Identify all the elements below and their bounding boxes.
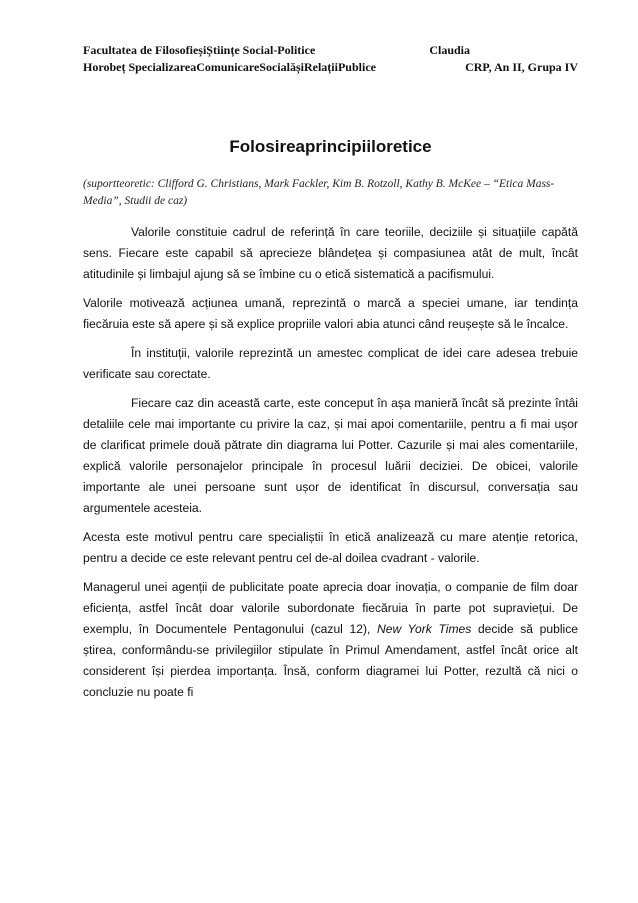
header-group: CRP, An II, Grupa IV	[465, 60, 578, 74]
paragraph-4: Fiecare caz din această carte, este conceput în așa manieră încât să prezinte întâi detaliile cele mai importante cu privire la caz, și mai apoi comentariile, pentru a fi mai ușor de clarificat primele două pătrate din diagrama lui Potter. Cazurile și mai ales comentariile, explică valorile personajelor principale în procesul luării deciziei. De obicei, valorile importante ale unei persoane sunt ușor de identificat în discursul, conversația sau argumentele acesteia.	[83, 396, 578, 515]
paragraph-6-part-2: decide să publice știrea, conformându-se privilegiilor stipulate în Primul Amendament, astfel încât orice alt considerent își pierdea importanța. Însă, conform diagramei lui Potter, rezultă că nici o concluzie nu poate fi	[83, 622, 578, 699]
header-faculty: Facultatea de FilosofieșiȘtiințe Social-Politice	[83, 43, 316, 57]
paragraph-6-part-1: Managerul unei agenții de publicitate poate aprecia doar inovația, o companie de film doar eficiența, astfel încât doar valorile subordonate fiecăruia în parte pot supraviețui. De exemplu, în Documentele Pentagonului (cazul 12),	[83, 580, 578, 636]
paragraph-6-newspaper-name: New York Times	[377, 622, 472, 636]
document-subtitle: (suportteoretic: Clifford G. Christians, Mark Fackler, Kim B. Rotzoll, Kathy B. McKee – “Etica Mass-Media”, Studii de caz)	[83, 178, 555, 207]
paragraph-5: Acesta este motivul pentru care specialiștii în etică analizează cu mare atenție retorica, pentru a decide ce este relevant pentru cel de-al doilea cvadrant - valorile.	[83, 530, 578, 565]
header-line-2	[83, 59, 578, 76]
header-specialization: Horobeț SpecializareaComunicareSocialășiRelațiiPublice	[83, 60, 376, 74]
paragraph-2: Valorile motivează acțiunea umană, reprezintă o marcă a speciei umane, iar tendința fiecăruia este să apere și să explice propriile valori abia atunci când reușește să le încalce.	[83, 296, 578, 331]
header-author-first-name: Claudia	[429, 43, 470, 57]
paragraph-6	[83, 577, 578, 703]
paragraph-1: Valorile constituie cadrul de referință în care teoriile, deciziile și situațiile capătă sens. Fiecare este capabil să aprecieze blândețea și compasiunea atât de mult, încât atitudinile și limbajul ajung să se îmbine cu o etică sistematică a pacifismului.	[83, 225, 578, 281]
page-header	[83, 42, 578, 76]
header-line-1	[83, 42, 578, 59]
document-title: Folosireaprincipiiloretice	[229, 137, 432, 156]
paragraph-3: În instituții, valorile reprezintă un amestec complicat de idei care adesea trebuie verificate sau corectate.	[83, 346, 578, 381]
document-body	[83, 222, 578, 703]
